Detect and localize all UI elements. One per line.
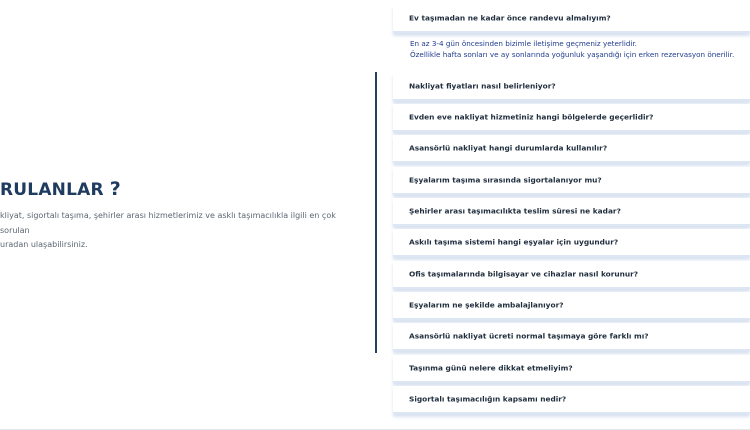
question-mark-icon: ? (109, 178, 122, 200)
faq-item[interactable] (393, 386, 750, 414)
section-title (0, 178, 121, 200)
faq-intro (0, 0, 360, 430)
faq-question: Şehirler arası taşımacılıkta teslim süresi ne kadar? (409, 206, 621, 216)
faq-question: Ev taşımadan ne kadar önce randevu almalıyım? (409, 13, 611, 23)
faq-question: Evden eve nakliyat hizmetiniz hangi bölgelerde geçerlidir? (409, 112, 654, 122)
faq-item[interactable] (393, 323, 750, 351)
section-description (0, 209, 350, 253)
faq-item-open[interactable] (393, 5, 750, 33)
faq-item[interactable] (393, 104, 750, 132)
section-title-text: RULANLAR (0, 180, 104, 200)
faq-item[interactable] (393, 167, 750, 195)
faq-item[interactable] (393, 229, 750, 257)
faq-answer-line: En az 3-4 gün öncesinden bizimle iletişime geçmeniz yeterlidir. (410, 39, 637, 48)
faq-item[interactable] (393, 198, 750, 226)
faq-question: Sigortalı taşımacılığın kapsamı nedir? (409, 394, 567, 404)
faq-question: Asansörlü nakliyat hangi durumlarda kullanılır? (409, 143, 608, 153)
section-description-line: kliyat, sigortalı taşıma, şehirler arası hizmetlerimiz ve asklı taşımacılıkla ilgili en çok sorulan (0, 211, 336, 235)
faq-item[interactable] (393, 73, 750, 101)
faq-question: Ofis taşımalarında bilgisayar ve cihazlar nasıl korunur? (409, 269, 639, 279)
section-description-line: uradan ulaşabilirsiniz. (0, 240, 88, 249)
faq-item[interactable] (393, 355, 750, 383)
faq-item[interactable] (393, 135, 750, 163)
faq-question: Nakliyat fiyatları nasıl belirleniyor? (409, 81, 556, 91)
divider-line (375, 72, 377, 353)
faq-answer-line: Özellikle hafta sonları ve ay sonlarında yoğunluk yaşandığı için erken rezervasyon önerilir. (410, 50, 735, 59)
faq-answer (410, 38, 750, 60)
faq-question: Eşyalarım ne şekilde ambalajlanıyor? (409, 300, 564, 310)
faq-question: Taşınma günü nelere dikkat etmeliyim? (409, 363, 573, 373)
faq-question: Askılı taşıma sistemi hangi eşyalar için uygundur? (409, 237, 619, 247)
faq-item[interactable] (393, 292, 750, 320)
faq-question: Eşyalarım taşıma sırasında sigortalanıyor mu? (409, 175, 602, 185)
faq-item[interactable] (393, 261, 750, 289)
faq-question: Asansörlü nakliyat ücreti normal taşımaya göre farklı mı? (409, 331, 649, 341)
